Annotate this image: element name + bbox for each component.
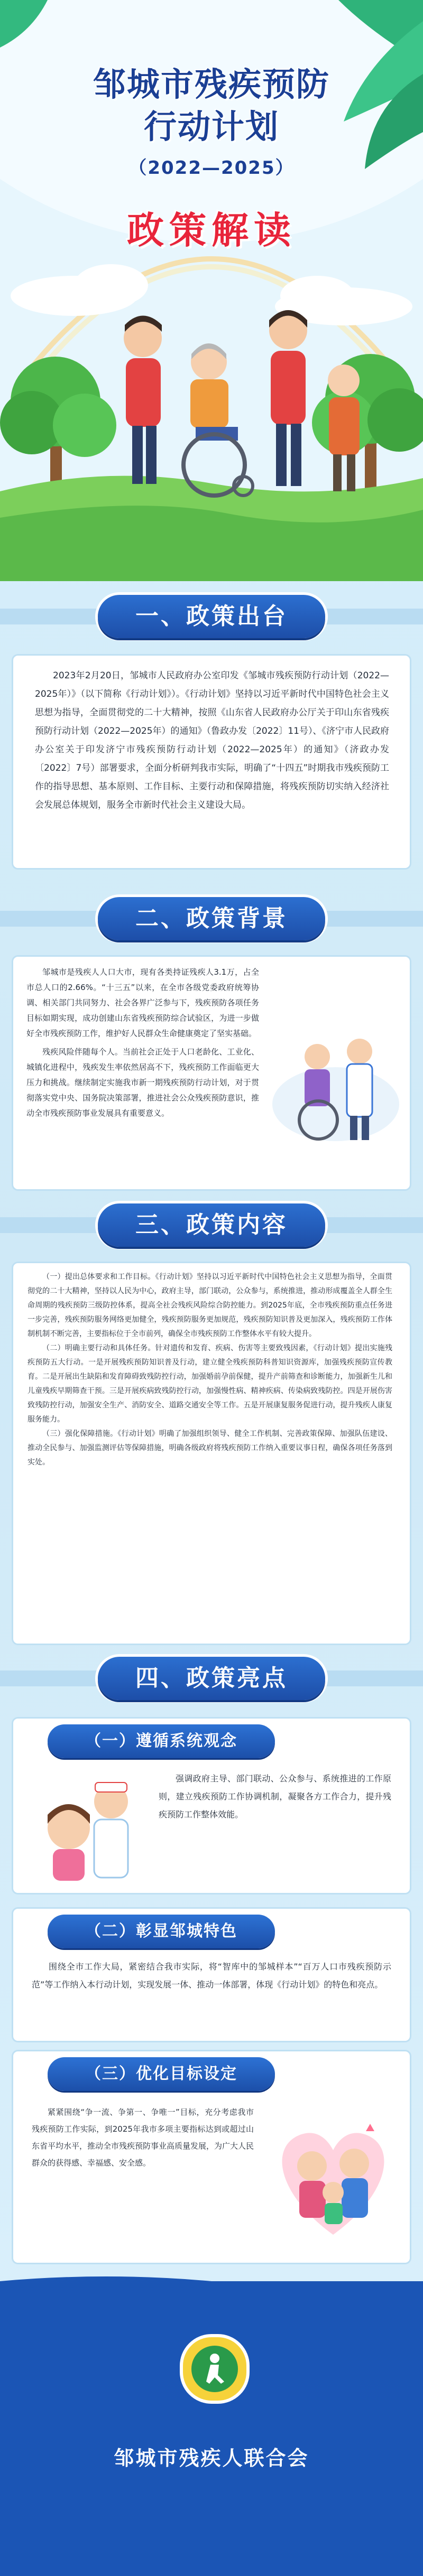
- section-3-text: [27, 1270, 392, 1470]
- section-1-title: 一、政策出台: [135, 603, 288, 630]
- highlight-1-title: （一）遵循系统观念: [85, 1732, 237, 1750]
- section-1-header: [0, 585, 423, 649]
- footer-org-name: 邹城市残疾人联合会: [114, 2447, 309, 2470]
- section-4-title: 四、政策亮点: [135, 1665, 288, 1692]
- highlight-3-header: [48, 2057, 275, 2091]
- paragraph: 紧紧围绕“争一流、争第一、争唯一”目标，充分考虑我市残疾预防工作实际，到2025年我市多项主要指标达到或超过山东省平均水平，推动全市残疾预防事业高质量发展，为广大人民群众的获得感、幸福感、安全感。: [32, 2107, 254, 2168]
- highlight-1-text: [159, 1770, 391, 1824]
- paragraph: 围绕全市工作大局，紧密结合我市实际，将“智库中的邹城样本”“百万人口市残疾预防示范”等工作纳入本行动计划，实现发展一体、推动一体部署，体现《行动计划》的特色和亮点。: [32, 1962, 391, 1990]
- title-line-1: 邹城市残疾预防: [93, 65, 330, 104]
- org-logo-icon: [180, 2334, 250, 2404]
- section-2-title: 二、政策背景: [135, 905, 288, 932]
- highlight-2-title: （二）彰显邹城特色: [85, 1922, 237, 1940]
- footer: [0, 2281, 423, 2576]
- highlight-3-illustration: [264, 2103, 402, 2245]
- paragraph: 邹城市是残疾人人口大市，现有各类持证残疾人3.1万，占全市总人口的2.66%。“十三五”以来，在全市各级党委政府统筹协调、相关部门共同努力、社会各界广泛参与下，残疾预防各项任务目标如期实现，成功创建山东省残疾预防综合试验区，为进一步做好全市残疾预防工作，维护好人民群众生命健康奠定了坚实基础。: [26, 967, 259, 1038]
- title-years: （2022—2025）: [128, 157, 295, 179]
- paragraph: （三）强化保障措施。《行动计划》明确了加强组织领导、健全工作机制、完善政策保障、加强队伍建设、推动全民参与、加强监测评估等保障措施，明确各级政府将残疾预防工作纳入重要议事日程，确保各项任务落到实处。: [27, 1430, 392, 1467]
- paragraph: 残疾风险伴随每个人。当前社会正处于人口老龄化、工业化、城镇化进程中，残疾发生率依然居高不下，残疾预防工作面临更大压力和挑战。继续制定实施我市新一期残疾预防行动计划，对于贯彻落实党中央、国务院决策部署，推进社会公众残疾预防意识，推动全市残疾预防事业发展具有重要意义。: [26, 1047, 259, 1118]
- paragraph: （一）提出总体要求和工作目标。《行动计划》坚持以习近平新时代中国特色社会主义思想为指导，全面贯彻党的二十大精神，坚持以人民为中心，政府主导，部门联动，公众参与，系统推进，推动形成覆盖全人群全生命周期的残疾预防三级防控体系，提高全社会残疾风险综合防控能力。到2025年底，全市残疾预防重点任务进一步完善，残疾预防服务网络更加健全，残疾预防服务更加规范，残疾预防知识普及更加深入，残疾预防工作体制机制不断完善，主要指标位于全市前列，确保全市残疾预防工作整体水平有较大提升。: [27, 1273, 392, 1338]
- highlight-1-illustration: [32, 1765, 148, 1886]
- highlight-3-text: [32, 2104, 254, 2171]
- highlight-1-header: [48, 1724, 275, 1758]
- section-2-header: [0, 888, 423, 951]
- section-2-illustration: [270, 1020, 402, 1146]
- title-line-2: 行动计划: [143, 107, 279, 146]
- highlight-2-text: [32, 1958, 391, 1994]
- subtitle: 政策解读: [127, 209, 296, 252]
- highlight-3-title: （三）优化目标设定: [85, 2065, 237, 2083]
- section-1-text: [35, 667, 389, 815]
- hero-area: [0, 0, 423, 581]
- footer-wave: [0, 2272, 423, 2303]
- highlight-2-header: [48, 1915, 275, 1948]
- section-3-header: [0, 1194, 423, 1257]
- section-2-text: [26, 965, 259, 1121]
- paragraph: 2023年2月20日，邹城市人民政府办公室印发《邹城市残疾预防行动计划（2022—2025年）》（以下简称《行动计划》）。《行动计划》坚持以习近平新时代中国特色社会主义思想为指导，全面贯彻党的二十大精神，按照《山东省人民政府办公厅关于印山东省残疾预防行动计划（2022—2025年）的通知》（鲁政办发〔2022〕11号）、《济宁市人民政府办公室关于印发济宁市残疾预防行动计划（2022—2025年）的通知》（济政办发〔2022〕7号）部署要求，全面分析研判我市实际，明确了“十四五”时期我市残疾预防工作的指导思想、基本原则、工作目标、主要行动和保障措施，将残疾预防切实纳入经济社会发展总体规划，服务全市新时代社会主义建设大局。: [35, 670, 389, 810]
- section-4-header: [0, 1647, 423, 1711]
- paragraph: （二）明确主要行动和具体任务。针对遗传和发育、疾病、伤害等主要致残因素，《行动计划》提出实施残疾预防五大行动。一是开展残疾预防知识普及行动，建立健全残疾预防科普知识资源库，加强残疾预防宣传教育。二是开展出生缺陷和发育障碍致残防控行动，加强婚前孕前保健，提升产前筛查和诊断能力，加强新生儿和儿童残疾早期筛查干预。三是开展疾病致残防控行动，加强慢性病、精神疾病、传染病致残防控。四是开展伤害致残防控行动，加强安全生产、消防安全、道路交通安全等工作。五是开展康复服务促进行动，提升残疾人康复服务能力。: [27, 1344, 392, 1424]
- section-3-title: 三、政策内容: [135, 1211, 288, 1238]
- paragraph: 强调政府主导、部门联动、公众参与、系统推进的工作原则，建立残疾预防工作协调机制，凝聚各方工作合力，提升残疾预防工作整体效能。: [159, 1774, 391, 1819]
